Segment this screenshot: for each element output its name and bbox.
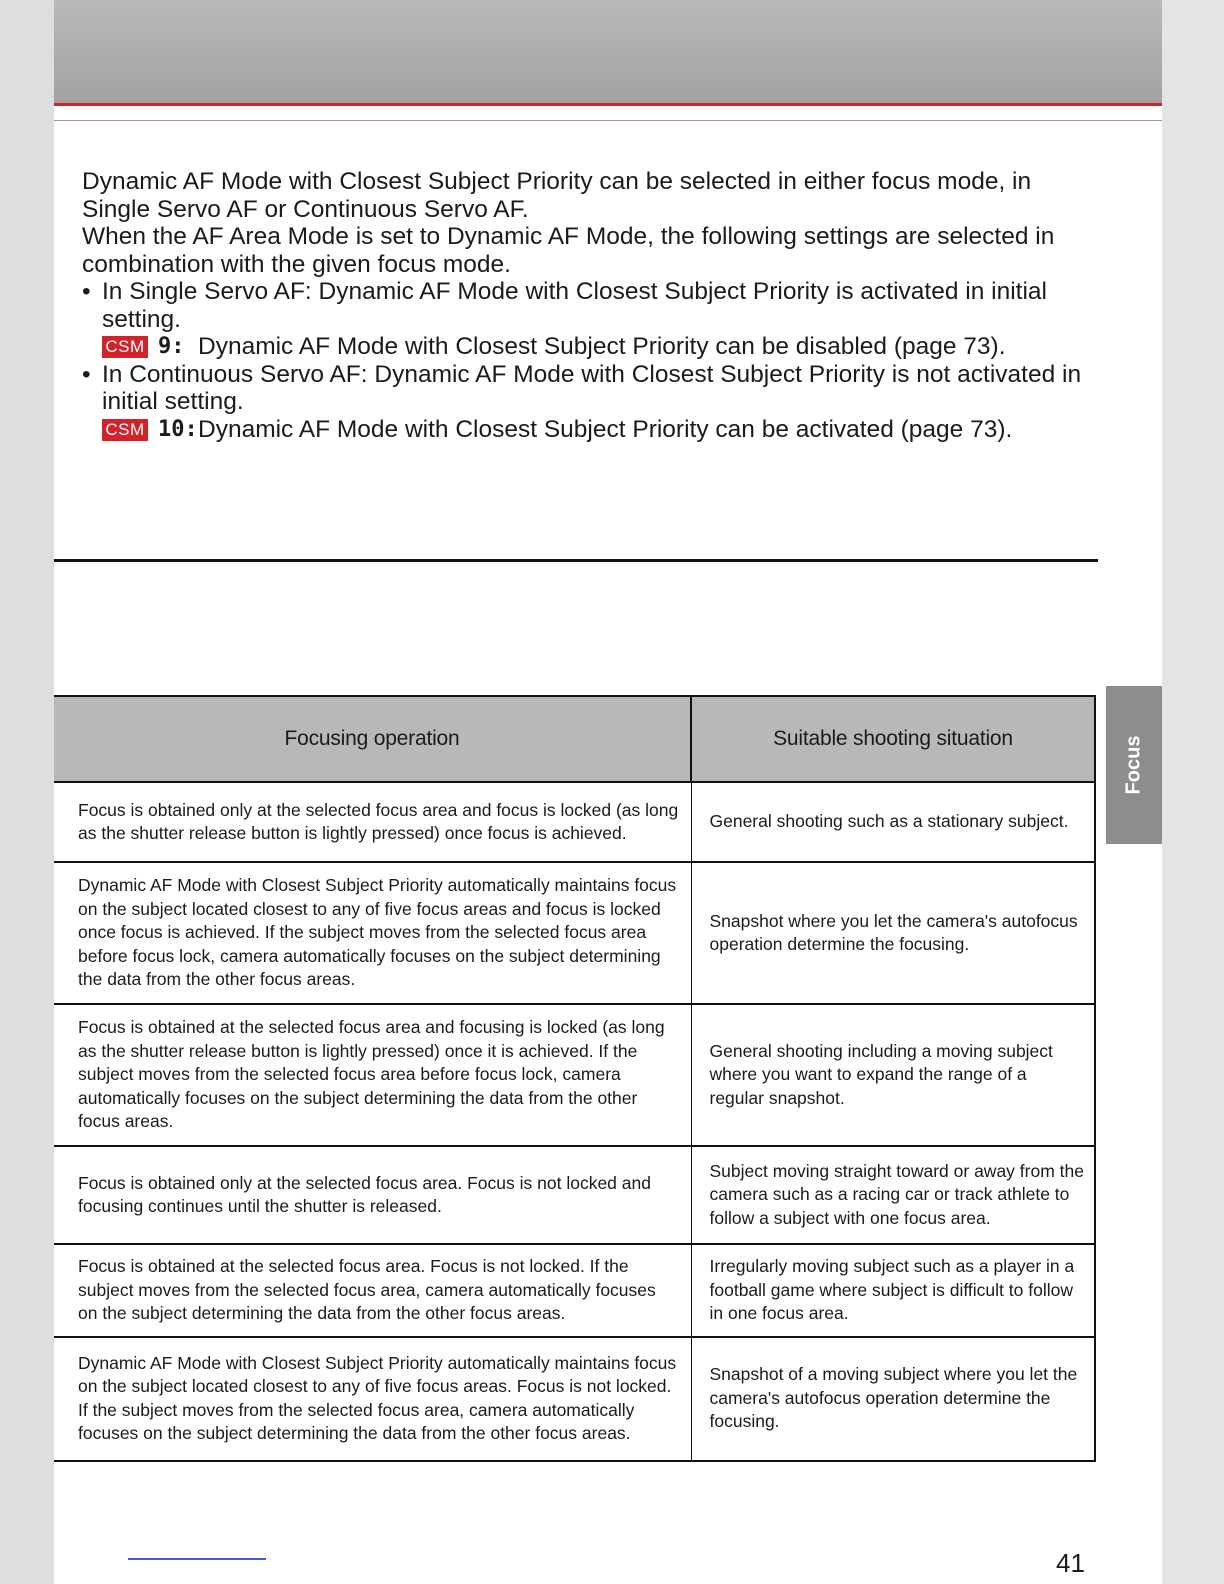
table-row — [54, 782, 1095, 862]
cell-focusing-operation: Dynamic AF Mode with Closest Subject Priority automatically maintains focus on the subject located closest to any of five focus areas and focus is locked once focus is achieved. If the subject moves from the selected focus area before focus lock, camera automatically focuses on the subject determining the data from the other focus areas. — [54, 862, 691, 1004]
header-band — [54, 0, 1162, 104]
bullet-text: In Single Servo AF: Dynamic AF Mode with Closest Subject Priority is activated in initial setting. — [102, 278, 1047, 333]
cell-shooting-situation: General shooting including a moving subject where you want to expand the range of a regular snapshot. — [691, 1004, 1095, 1146]
page-number: 41 — [1056, 1548, 1085, 1578]
chapter-tab-focus — [1106, 686, 1162, 844]
cell-focusing-operation: Focus is obtained only at the selected focus area. Focus is not locked and focusing continues until the shutter is released. — [54, 1146, 691, 1244]
csm-number: 10: — [158, 416, 198, 442]
cell-shooting-situation: Snapshot where you let the camera's autofocus operation determine the focusing. — [691, 862, 1095, 1004]
bullet-single-servo — [82, 278, 1102, 333]
bullet-icon: • — [82, 360, 91, 388]
table-row — [54, 1146, 1095, 1244]
table-header-row — [54, 696, 1095, 782]
csm-icon: CSM — [102, 419, 148, 441]
column-header-focusing-operation: Focusing operation — [54, 696, 691, 782]
csm-note-10 — [82, 416, 1102, 444]
cell-shooting-situation: Snapshot of a moving subject where you let the camera's autofocus operation determine the focusing. — [691, 1337, 1095, 1461]
cell-focusing-operation: Dynamic AF Mode with Closest Subject Priority automatically maintains focus on the subject located closest to any of five focus areas. Focus is not locked. If the subject moves from the selected focus area, camera automatically focuses on the subject determining the data from the other focus areas. — [54, 1337, 691, 1461]
section-rule — [54, 559, 1098, 562]
header-thin-rule — [54, 120, 1162, 121]
csm-note-9 — [82, 333, 1102, 361]
header-red-rule — [54, 103, 1162, 106]
csm-text: Dynamic AF Mode with Closest Subject Priority can be activated (page 73). — [198, 415, 1013, 443]
csm-text: Dynamic AF Mode with Closest Subject Priority can be disabled (page 73). — [198, 333, 1006, 360]
table-row — [54, 1337, 1095, 1461]
table-row — [54, 1004, 1095, 1146]
cell-shooting-situation: Subject moving straight toward or away from the camera such as a racing car or track athlete to follow a subject with one focus area. — [691, 1146, 1095, 1244]
bullet-text: In Continuous Servo AF: Dynamic AF Mode with Closest Subject Priority is not activated in initial setting. — [102, 360, 1082, 415]
column-header-shooting-situation: Suitable shooting situation — [691, 696, 1095, 782]
csm-icon: CSM — [102, 336, 148, 358]
intro-paragraph-1: Dynamic AF Mode with Closest Subject Priority can be selected in either focus mode, in Single Servo AF or Continuous Servo AF. — [82, 168, 1032, 223]
bullet-icon: • — [82, 278, 91, 305]
cell-shooting-situation: General shooting such as a stationary subject. — [691, 782, 1095, 862]
cell-focusing-operation: Focus is obtained only at the selected focus area and focus is locked (as long as the shutter release button is lightly pressed) once focus is achieved. — [54, 782, 691, 862]
cell-focusing-operation: Focus is obtained at the selected focus area and focusing is locked (as long as the shutter release button is lightly pressed) once it is achieved. If the subject moves from the selected focus area before focus lock, camera automatically focuses on the subject determining the data from the other focus areas. — [54, 1004, 691, 1146]
bullet-continuous-servo — [82, 361, 1102, 416]
csm-number: 9: — [158, 334, 185, 359]
focus-mode-table — [54, 695, 1096, 1462]
cell-shooting-situation: Irregularly moving subject such as a player in a football game where subject is difficult to follow in one focus area. — [691, 1244, 1095, 1337]
chapter-tab-label: Focus — [1122, 735, 1145, 795]
table-row — [54, 1244, 1095, 1337]
intro-text — [82, 168, 1102, 443]
page-left-margin — [0, 0, 54, 1584]
table-row — [54, 862, 1095, 1004]
footer-link-underline — [128, 1558, 266, 1560]
intro-paragraph-2: When the AF Area Mode is set to Dynamic AF Mode, the following settings are selected in combination with the given focus mode. — [82, 223, 1055, 278]
page-right-margin — [1162, 0, 1224, 1584]
cell-focusing-operation: Focus is obtained at the selected focus area. Focus is not locked. If the subject moves from the selected focus area, camera automatically focuses on the subject determining the data from the other focus areas. — [54, 1244, 691, 1337]
